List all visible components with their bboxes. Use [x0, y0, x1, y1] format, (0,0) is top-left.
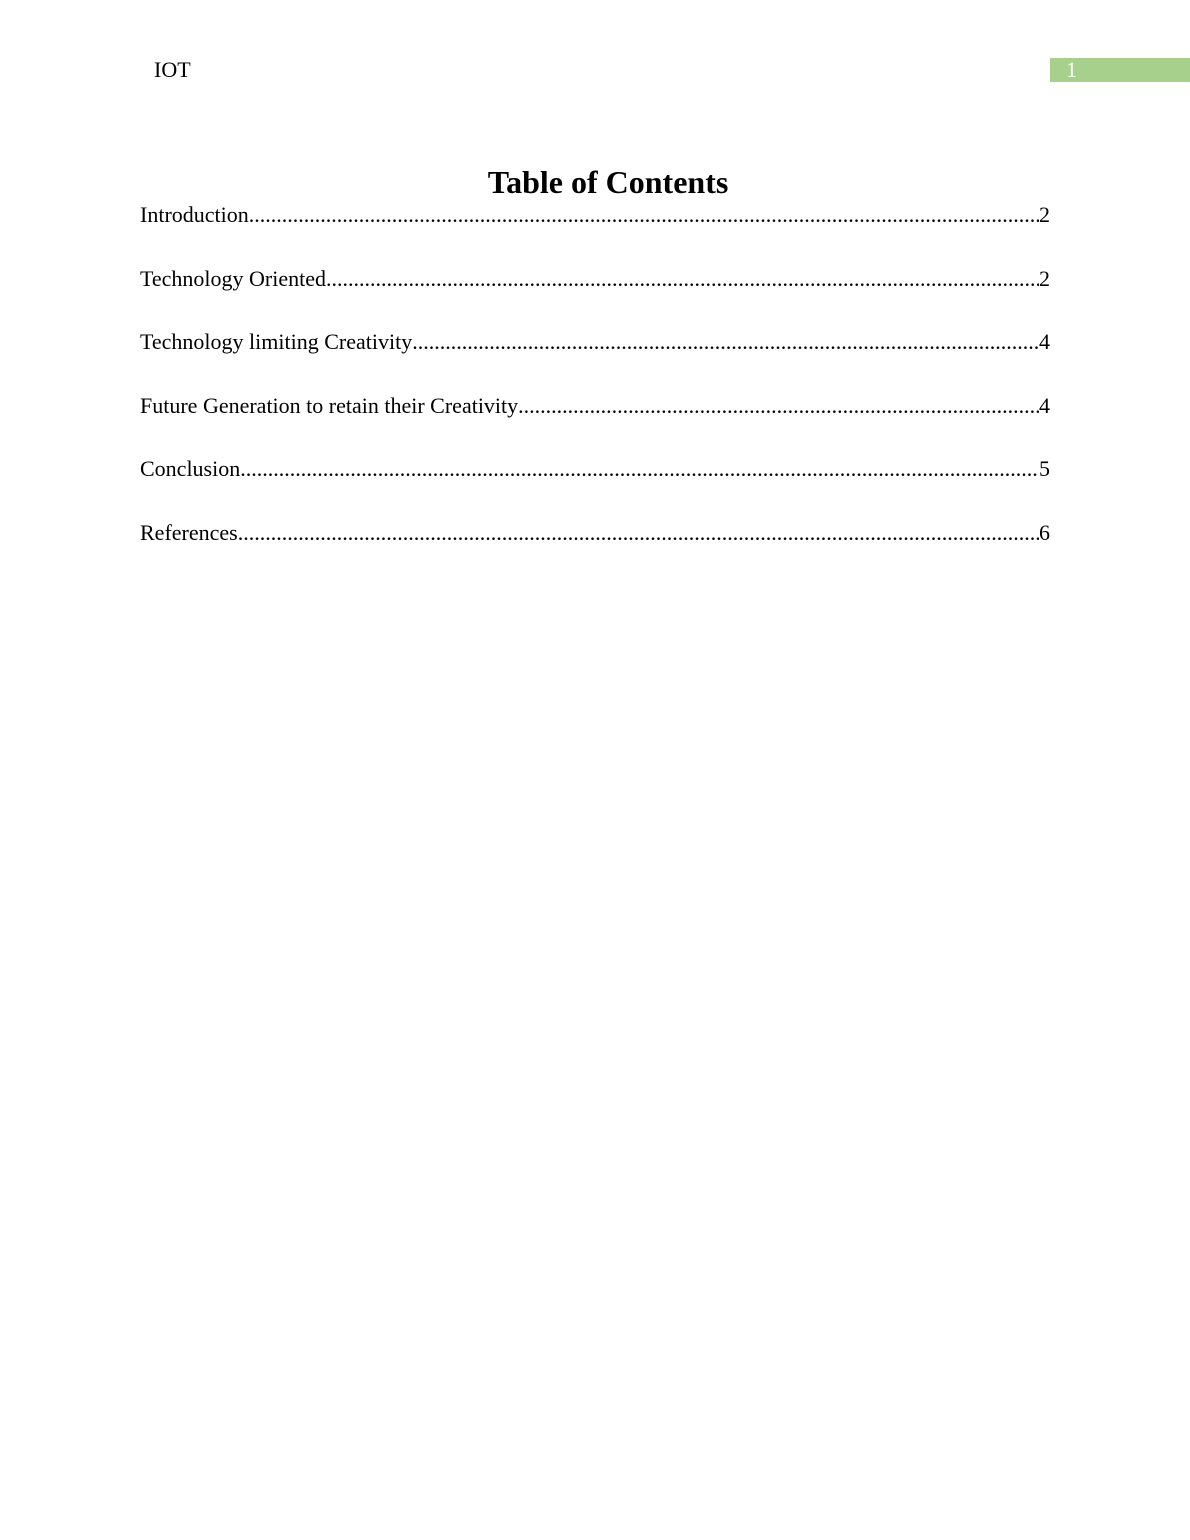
toc-entry-technology-oriented[interactable] [140, 264, 1050, 328]
toc-dot-leader [240, 454, 1039, 484]
toc-entry-label: Technology limiting Creativity [140, 329, 413, 354]
toc-entry-references[interactable] [140, 518, 1050, 582]
header-title: IOT [154, 57, 191, 82]
toc-entry-future-generation[interactable] [140, 391, 1050, 455]
toc-entry-label: Future Generation to retain their Creativity [140, 392, 519, 418]
toc-entry-introduction[interactable] [140, 200, 1050, 264]
toc-entry-conclusion[interactable] [140, 454, 1050, 518]
toc-entry-label: Introduction [140, 202, 249, 227]
toc-entry-label: References [140, 519, 238, 545]
toc-entry-page: 4 [1039, 392, 1050, 418]
toc-entry-page: 5 [1039, 456, 1050, 481]
toc-heading: Table of Contents [487, 164, 729, 200]
toc-dot-leader [238, 518, 1039, 548]
toc-entry-page: 2 [1039, 202, 1050, 227]
page-number-bar [1050, 58, 1190, 82]
toc-entry-label: Technology Oriented [140, 265, 327, 291]
toc-dot-leader [518, 391, 1039, 421]
toc-entry-technology-limiting-creativity[interactable] [140, 327, 1050, 391]
toc-entry-page: 6 [1039, 519, 1050, 545]
page-number: 1 [1066, 57, 1077, 82]
toc-dot-leader [249, 200, 1039, 230]
toc-dot-leader [326, 264, 1039, 294]
toc-list [140, 200, 1050, 581]
toc-entry-page: 2 [1039, 265, 1050, 291]
toc-entry-page: 4 [1039, 329, 1050, 354]
toc-dot-leader [412, 327, 1039, 357]
toc-entry-label: Conclusion [140, 456, 241, 481]
